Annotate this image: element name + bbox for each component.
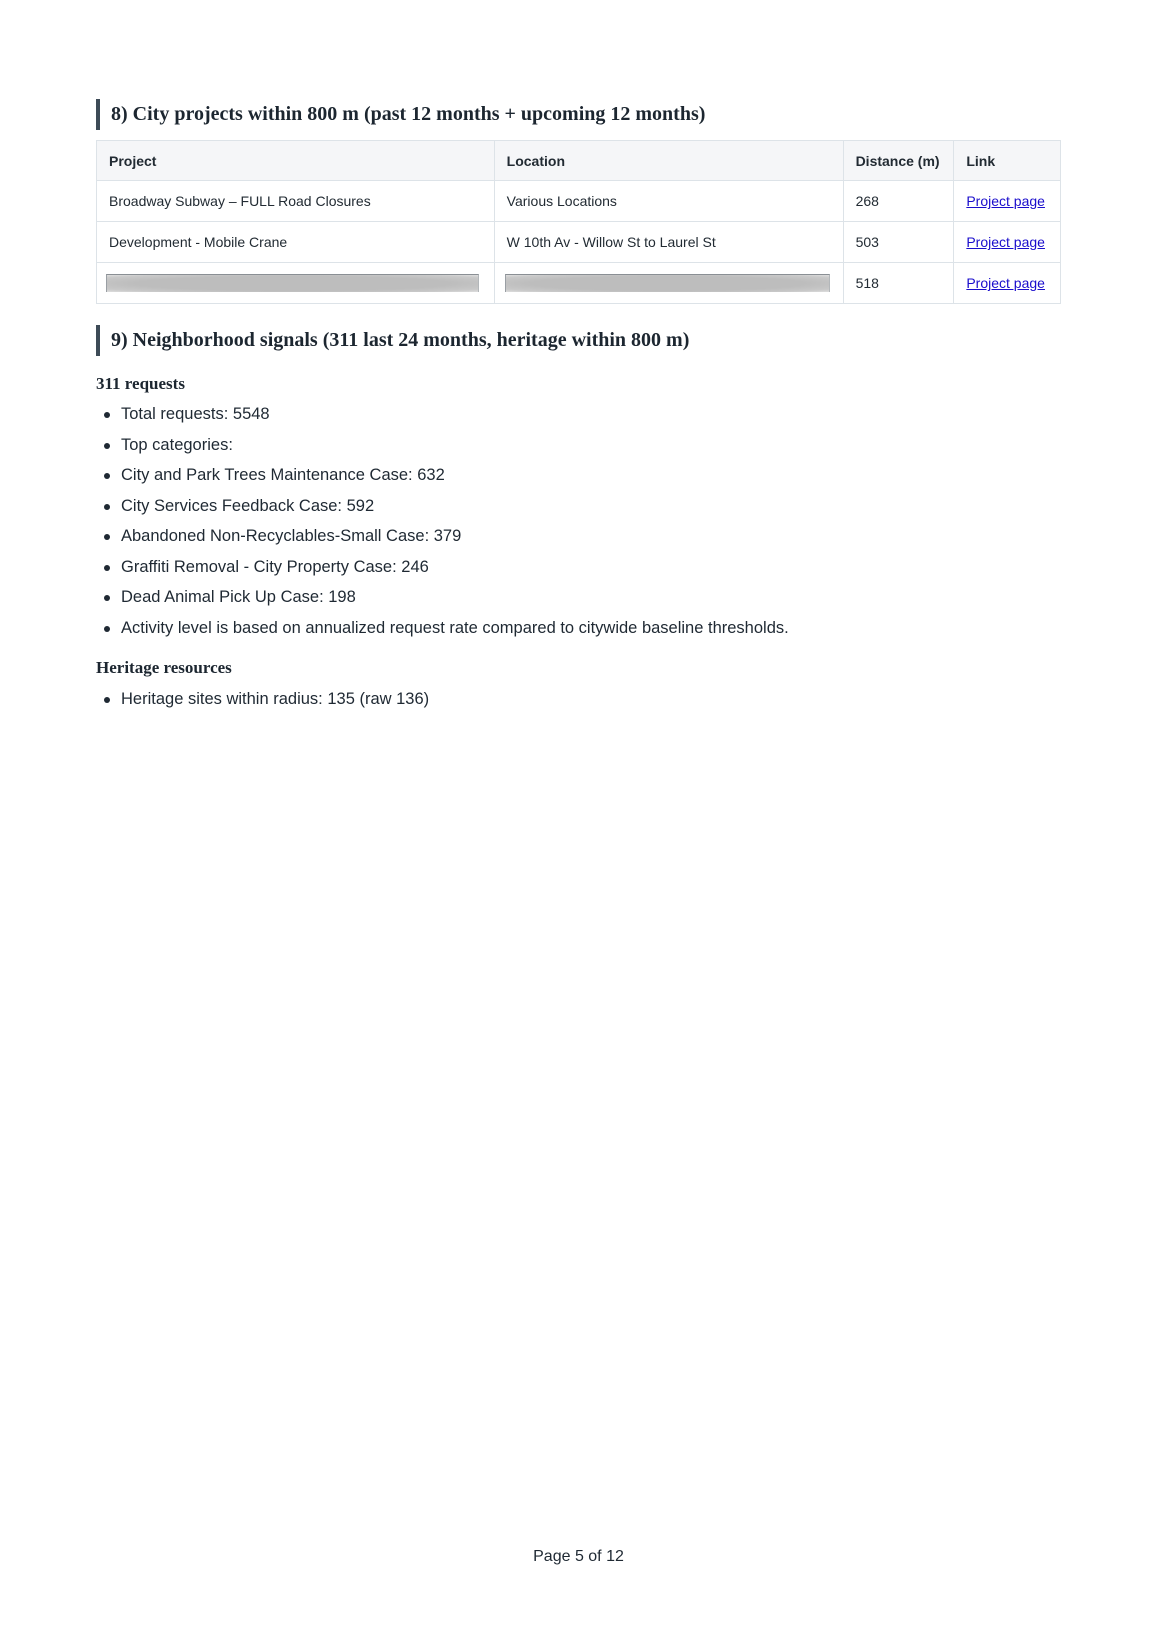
- bullet-icon: [104, 412, 110, 418]
- heritage-resources-subheading: Heritage resources: [96, 658, 232, 677]
- redacted-project-name: [106, 274, 479, 292]
- list-item-text: City and Park Trees Maintenance Case: 632: [121, 466, 445, 484]
- column-header-link: Link: [954, 141, 1061, 181]
- section-8-heading: 8) City projects within 800 m (past 12 months + upcoming 12 months): [96, 99, 705, 130]
- list-item-text: Graffiti Removal - City Property Case: 246: [121, 557, 429, 576]
- redacted-location: [505, 274, 830, 292]
- distance-cell: 503: [843, 222, 954, 263]
- project-name-cell: Development - Mobile Crane: [97, 222, 495, 263]
- location-cell: Various Locations: [494, 181, 843, 222]
- list-item: [96, 399, 789, 430]
- location-cell: [494, 263, 843, 304]
- list-item: [96, 460, 789, 491]
- list-item-text: Heritage sites within radius: 135 (raw 136): [121, 690, 430, 708]
- project-page-link[interactable]: Project page: [966, 193, 1045, 209]
- link-cell: [954, 263, 1061, 304]
- list-item-text: Activity level is based on annualized request rate compared to citywide baseline thresholds.: [121, 618, 789, 637]
- page-number-footer: Page 5 of 12: [533, 1548, 624, 1565]
- bullet-icon: [104, 443, 110, 449]
- 311-requests-list: [96, 399, 789, 643]
- column-header-project: Project: [97, 141, 495, 181]
- list-item: [96, 684, 429, 715]
- list-item: [96, 613, 789, 644]
- list-item-text: Total requests: 5548: [121, 405, 270, 423]
- bullet-icon: [104, 626, 110, 632]
- link-cell: [954, 181, 1061, 222]
- column-header-distance: Distance (m): [843, 141, 954, 181]
- list-item: [96, 552, 789, 583]
- project-name-cell: Broadway Subway – FULL Road Closures: [97, 181, 495, 222]
- bullet-icon: [104, 697, 110, 703]
- list-item-text: Abandoned Non-Recyclables-Small Case: 379: [121, 527, 462, 545]
- bullet-icon: [104, 595, 110, 601]
- project-name-cell: [97, 263, 495, 304]
- heritage-list: [96, 684, 429, 715]
- table-row: [97, 263, 1061, 304]
- section-9-heading: 9) Neighborhood signals (311 last 24 months, heritage within 800 m): [96, 325, 689, 356]
- list-item-text: City Services Feedback Case: 592: [121, 496, 375, 515]
- table-row: [97, 181, 1061, 222]
- distance-cell: 518: [843, 263, 954, 304]
- list-item: [96, 430, 789, 461]
- list-item-text: Top categories:: [121, 435, 233, 454]
- bullet-icon: [104, 534, 110, 540]
- table-row: [97, 222, 1061, 263]
- list-item: [96, 521, 789, 552]
- project-page-link[interactable]: Project page: [966, 234, 1045, 250]
- list-item-text: Dead Animal Pick Up Case: 198: [121, 588, 356, 606]
- table-header-row: [97, 141, 1061, 181]
- bullet-icon: [104, 504, 110, 510]
- city-projects-table: [96, 140, 1061, 304]
- list-item: [96, 582, 789, 613]
- list-item: [96, 491, 789, 522]
- bullet-icon: [104, 473, 110, 479]
- bullet-icon: [104, 565, 110, 571]
- location-cell: W 10th Av - Willow St to Laurel St: [494, 222, 843, 263]
- 311-requests-subheading: 311 requests: [96, 374, 185, 393]
- column-header-location: Location: [494, 141, 843, 181]
- project-page-link[interactable]: Project page: [966, 275, 1045, 291]
- link-cell: [954, 222, 1061, 263]
- distance-cell: 268: [843, 181, 954, 222]
